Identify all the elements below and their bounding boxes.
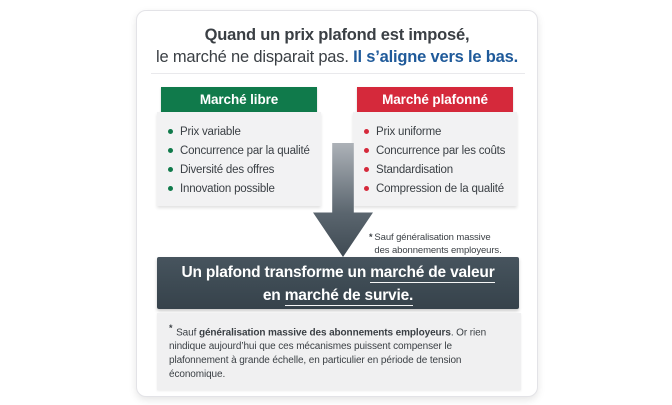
underlined-phrase: marché de survie. [284,287,414,304]
divider [151,73,525,74]
item-label: Concurrence par les coûts [376,144,506,157]
item-label: Concurrence par la qualité [180,144,310,157]
arrow-footnote-text [374,231,501,257]
list-item [168,179,317,198]
free-market-list [157,112,321,206]
footnote-bold: généralisation massive des abonnements employeurs [198,327,451,339]
free-market-header: Marché libre [161,87,317,112]
item-label: Diversité des offres [180,163,275,176]
item-label: Prix uniforme [376,125,442,138]
arrow-footnote-line1: Sauf généralisation massive [374,232,491,243]
headline-line2-normal: le marché ne disparait pas. [156,48,354,66]
footnote-box [157,313,521,390]
list-item [364,160,513,179]
bullet-dot [364,186,369,191]
item-label: Compression de la qualité [376,182,504,195]
bullet-dot [168,186,173,191]
infographic-card [136,10,538,397]
list-item [364,122,513,141]
headline-line2 [137,46,537,68]
conclusion-banner [157,257,519,309]
bullet-dot [168,148,173,153]
item-label: Prix variable [180,125,241,138]
underlined-phrase: marché de valeur [370,264,495,281]
list-item [168,160,317,179]
footnote-lead: Sauf [173,327,199,339]
asterisk: * [369,232,373,242]
capped-market-list [353,112,517,206]
arrow-footnote [369,231,502,257]
capped-market-header: Marché plafonné [357,87,513,112]
bullet-dot [168,129,173,134]
item-label: Innovation possible [180,182,275,195]
footnote-rest: . Or rien nindique aujourd’hui que ces mécanismes puissent compenser le plafonnement à grande échelle, en particulier en période de tension économique. [169,327,487,381]
banner-line2 [157,284,519,307]
list-item [364,141,513,160]
headline-accent: Il s’aligne vers le bas. [353,48,518,66]
arrow-footnote-line2: des abonnements employeurs. [374,245,502,256]
bullet-dot [364,129,369,134]
banner-text: en [262,287,285,304]
bullet-dot [364,167,369,172]
list-item [168,122,317,141]
list-item [168,141,317,160]
bullet-dot [168,167,173,172]
asterisk: * [169,323,173,333]
free-market-column [157,87,321,206]
banner-text: Un plafond transforme un [181,264,371,281]
list-item [364,179,513,198]
headline [137,24,537,68]
capped-market-column [353,87,517,206]
headline-line1: Quand un prix plafond est imposé, [204,26,470,44]
banner-line1 [157,261,519,284]
item-label: Standardisation [376,163,453,176]
bullet-dot [364,148,369,153]
